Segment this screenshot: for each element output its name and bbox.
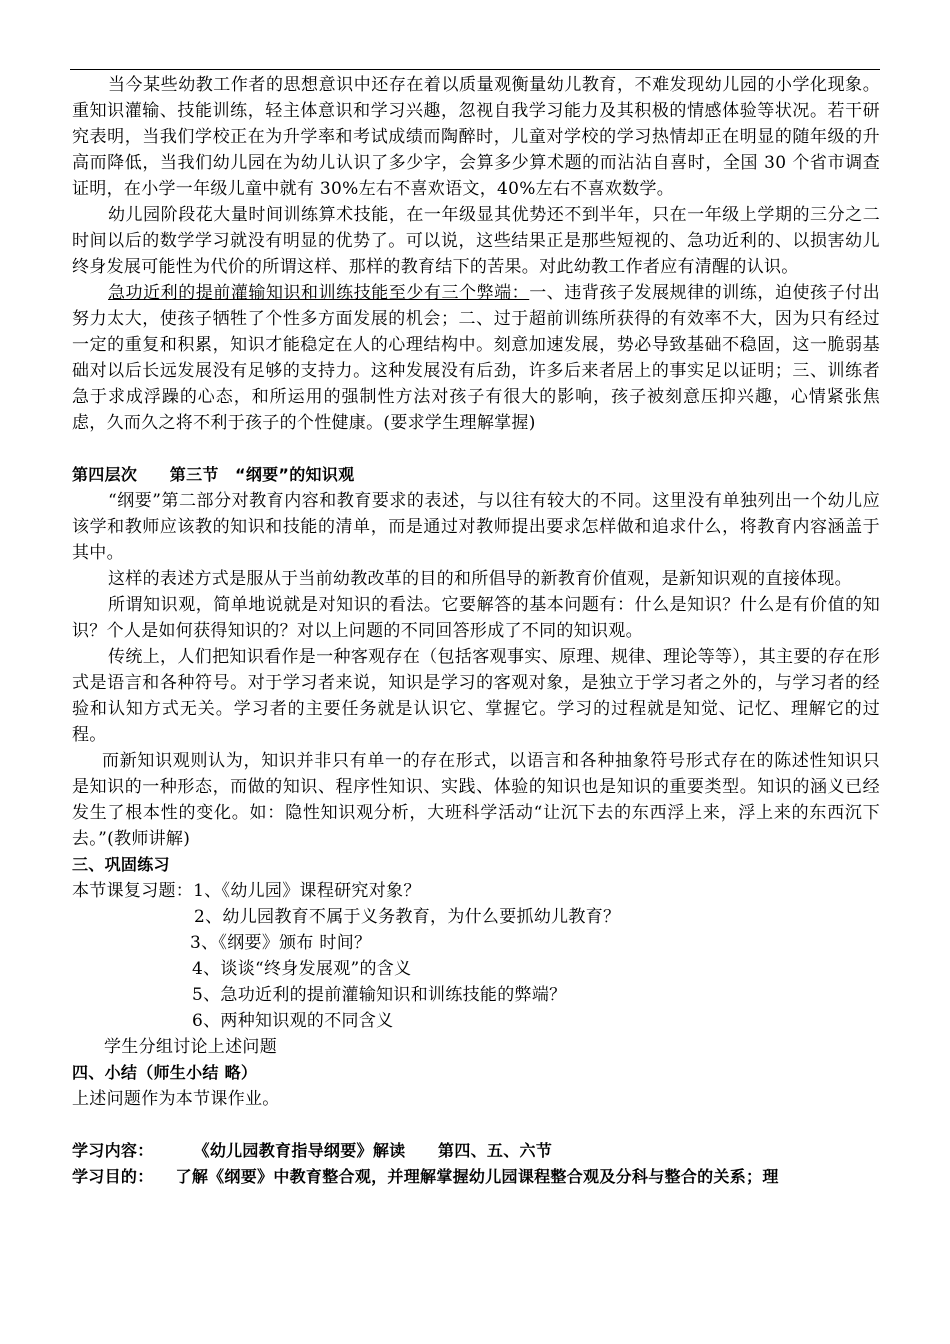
header-rule: [70, 69, 880, 70]
review-question-2: 2、幼儿园教育不属于义务教育，为什么要抓幼儿教育？: [194, 907, 621, 927]
paragraph-quality-view: 当今某些幼教工作者的思想意识中还存在着以质量观衡量幼儿教育，不难发现幼儿园的小学化现象。重知识灌输、技能训练，轻主体意识和学习兴趣，忽视自我学习能力及其积极的情感体验等状况。若干研究表明，当我们学校正在为升学率和考试成绩而陶醉时，儿童对学校的学习热情却正在明显的随年级的升高而降低，当我们幼儿园在为幼儿认识了多少字，会算多少算术题的而沾沾自喜时，全国 30 个省市调查证明，在小学一年级儿童中就有 30%左右不喜欢语文，40%左右不喜欢数学。: [72, 75, 880, 199]
heading-knowledge-view: 第四层次 第三节 “纲要”的知识观: [72, 465, 355, 484]
learning-content-value: 《幼儿园教育指导纲要》解读 第四、五、六节: [193, 1141, 553, 1160]
learning-goal-label: 学习目的：: [72, 1167, 154, 1186]
spacer: [72, 436, 880, 462]
spacer: [72, 1112, 880, 1138]
paragraph-expression-method: 这样的表述方式是服从于当前幼教改革的目的和所倡导的新教育价值观，是新知识观的直接体现。: [108, 569, 852, 589]
discussion-note: 学生分组讨论上述问题: [104, 1037, 277, 1057]
review-question-5: 5、急功近利的提前灌输知识和训练技能的弊端？: [192, 985, 567, 1005]
heading-summary: 四、小结（师生小结 略）: [72, 1063, 258, 1082]
paragraph-three-drawbacks: [72, 280, 880, 436]
paragraph-traditional-view: 传统上，人们把知识看作是一种客观存在（包括客观事实、原理、规律、理论等等），其主要的存在形式是语言和各种符号。对于学习者来说，知识是学习的客观对象，是独立于学习者之外的，与学习者的经验和认知方式无关。学习者的主要任务就是认识它、掌握它。学习的过程就是知觉、记忆、理解它的过程。: [72, 647, 880, 745]
review-question-1: 本节课复习题：1、《幼儿园》课程研究对象？: [72, 881, 421, 901]
learning-content-line: [72, 1138, 880, 1164]
paragraph-new-view: 而新知识观则认为，知识并非只有单一的存在形式，以语言和各种抽象符号形式存在的陈述性知识只是知识的一种形态，而做的知识、程序性知识、实践、体验的知识也是知识的重要类型。知识的涵义已经发生了根本性的变化。如：隐性知识观分析，大班科学活动“让沉下去的东西浮上来，浮上来的东西沉下去。”(教师讲解): [72, 751, 880, 849]
heading-practice: 三、巩固练习: [72, 855, 170, 874]
learning-content-label: 学习内容：: [72, 1141, 154, 1160]
underlined-key-sentence: 急功近利的提前灌输知识和训练技能至少有三个弊端：: [108, 283, 530, 303]
paragraph-definition: 所谓知识观，简单地说就是对知识的看法。它要解答的基本问题有：什么是知识？什么是有价值的知识？个人是如何获得知识的？对以上问题的不同回答形成了不同的知识观。: [72, 595, 880, 641]
review-question-4: 4、谈谈“终身发展观”的含义: [192, 959, 412, 979]
learning-goal-value: 了解《纲要》中教育整合观，并理解掌握幼儿园课程整合观及分科与整合的关系；理: [175, 1167, 779, 1186]
document-body: [72, 72, 880, 1190]
review-question-6: 6、两种知识观的不同含义: [192, 1011, 394, 1031]
review-question-3: 3、《纲要》颁布 时间？: [190, 933, 372, 953]
paragraph-arithmetic-training: 幼儿园阶段花大量时间训练算术技能，在一年级显其优势还不到半年，只在一年级上学期的三分之二时间以后的数学学习就没有明显的优势了。可以说，这些结果正是那些短视的、急功近利的、以损害幼儿终身发展可能性为代价的所谓这样、那样的教育结下的苦果。对此幼教工作者应有清醒的认识。: [72, 205, 880, 277]
summary-text: 上述问题作为本节课作业。: [72, 1089, 280, 1109]
learning-goal-line: [72, 1164, 880, 1190]
paragraph-outline-part2: “纲要”第二部分对教育内容和教育要求的表述，与以往有较大的不同。这里没有单独列出一个幼儿应该学和教师应该教的知识和技能的清单，而是通过对教师提出要求怎样做和追求什么，将教育内容涵盖于其中。: [72, 491, 880, 563]
drawbacks-text: 一、违背孩子发展规律的训练，迫使孩子付出努力太大，使孩子牺牲了个性多方面发展的机会；二、过于超前训练所获得的有效率不大，因为只有经过一定的重复和积累，知识才能稳定在人的心理结构中。刻意加速发展，势必导致基础不稳固，这一脆弱基础对以后长远发展没有足够的支持力。这种发展没有后劲，许多后来者居上的事实足以证明；三、训练者急于求成浮躁的心态，和所运用的强制性方法对孩子有很大的影响，孩子被刻意压抑兴趣，心情紧张焦虑，久而久之将不利于孩子的个性健康。(要求学生理解掌握): [72, 283, 881, 433]
